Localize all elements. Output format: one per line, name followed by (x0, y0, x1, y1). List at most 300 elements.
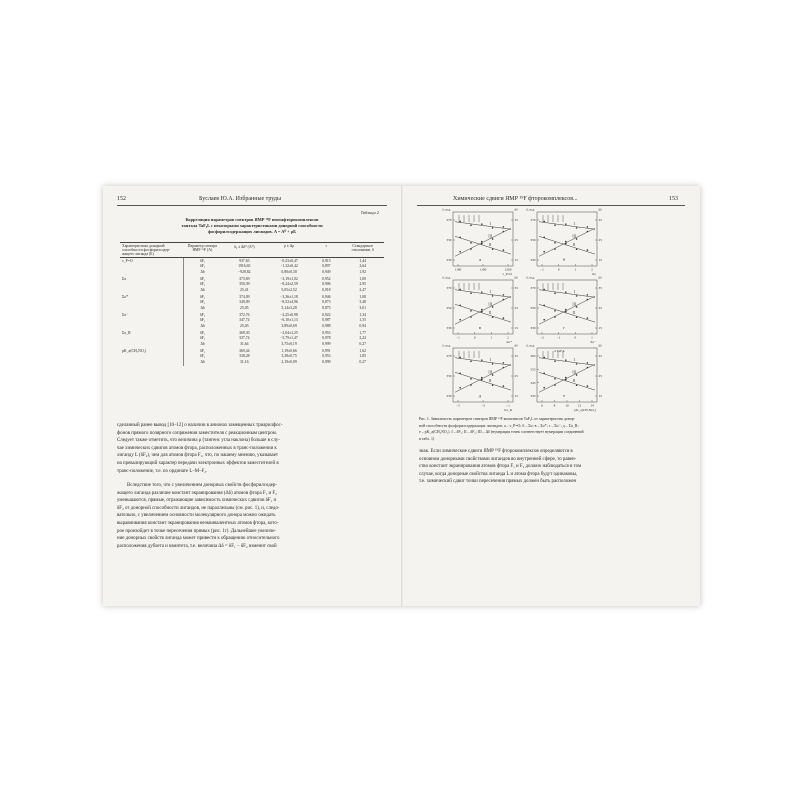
table-cell-rho: 5,05±2,52 (281, 288, 297, 292)
x-tick-label: 1200 (504, 267, 512, 272)
line-label: III (488, 370, 492, 375)
y-tick-label: 345 (530, 380, 536, 385)
table-cell-a0: 25,03 (240, 324, 249, 328)
right-page-number: 153 (669, 196, 678, 202)
x-tick-label: 1190 (479, 267, 487, 272)
data-point (503, 231, 505, 233)
table-cell-rho: −0,23±0,47 (280, 258, 298, 263)
table-cell-param: pK_a(CH₃NO₂) (122, 348, 147, 353)
table-cell-s: 1,08 (359, 294, 367, 299)
data-point (459, 251, 461, 253)
data-point (587, 362, 589, 364)
table-cell-param (120, 322, 183, 330)
table-cell-s: 3,01 (359, 306, 367, 310)
x-tick-label: 2 (507, 335, 509, 340)
data-point (576, 374, 578, 376)
left-paragraph-2-line: уменьшаются, прямые, отражающие зависимость химических сдвигов δF₁ и (117, 498, 277, 504)
dd-tick-label: 15 (514, 258, 518, 263)
data-point (459, 236, 461, 238)
regression-line-2 (539, 304, 595, 322)
dd-tick-label: 25 (598, 374, 602, 379)
left-paragraph-1 (117, 422, 387, 475)
table-cell-s: 2,95 (359, 281, 367, 286)
y-tick-label: 350 (530, 238, 536, 243)
data-point (576, 306, 578, 308)
table-cell-spec: Δδ (183, 268, 221, 276)
data-point (470, 360, 472, 362)
dd-tick-label: 15 (598, 326, 602, 331)
table-cell-param (120, 286, 183, 294)
data-point (503, 249, 505, 251)
y-tick-label: 370 (530, 218, 536, 223)
table-cell-param (120, 340, 183, 348)
panel-dd-axis-label: Δδ (598, 343, 602, 348)
data-point (470, 310, 472, 312)
table-cell-spec: Δδ (183, 340, 221, 348)
table-cell-a0: 350,39 (239, 281, 250, 286)
data-point (554, 310, 556, 312)
left-paragraph-1-line: транс-положение, т.е. по ординате L–M–F₂. (117, 468, 208, 474)
data-point (554, 292, 556, 294)
x-tick-label: −1 (456, 335, 460, 340)
data-point (470, 292, 472, 294)
table-cell-spec: δF₂ (183, 281, 221, 286)
panel-x-axis-label: Σσ* (506, 340, 512, 344)
y-tick-label: 350 (446, 306, 452, 311)
x-tick-label: −5 (456, 403, 460, 408)
data-point (492, 374, 494, 376)
dd-tick-label: 25 (598, 238, 602, 243)
table-cell-rho: 3,38±0,75 (281, 353, 297, 358)
panel-y-axis-label: δ, м.д. (526, 207, 535, 212)
table-cell-a0: 369,44 (239, 348, 250, 353)
line-label: I (489, 221, 491, 226)
x-tick-label: 1 (591, 335, 593, 340)
panel-y-axis-label: δ, м.д. (526, 343, 535, 348)
table-cell-spec: δF₁ (183, 348, 221, 353)
table-cell-spec: δF₁ (183, 258, 221, 264)
left-paragraph-2-line: жащего лиганда различие констант экранирования (Δδ) атомов фтора F₁ и F₂ (117, 490, 277, 496)
data-point (554, 384, 556, 386)
y-tick-label: 330 (530, 258, 536, 263)
data-point (554, 224, 556, 226)
dd-tick-label: 35 (598, 286, 602, 291)
data-point (470, 248, 472, 250)
dd-tick-label: 15 (598, 258, 602, 263)
data-point (470, 316, 472, 318)
x-tick-label: 1180 (454, 267, 462, 272)
table-cell-spec: δF₂ (183, 353, 221, 358)
x-tick-label: 2 (591, 267, 593, 272)
left-page-number: 152 (117, 196, 126, 202)
data-point (492, 363, 494, 365)
line-label: II (488, 242, 492, 247)
caption-line: ной способности фосфорилсодержащих лигандов: а – ν_P=O; б – Σσ; в – Σσ*; г – Σσ⁻; д – Σσ_R; (419, 423, 579, 428)
table-cell-r: 0,873 (322, 299, 331, 304)
panel-frame (537, 212, 597, 266)
left-paragraph-2-line: ние донорных свойств лиганда может привести к обращению относительного (117, 536, 280, 542)
left-paragraph-1-line: лиганду L (δF₂), чем для атомов фтора F₁, что, по нашему мнению, указывает (117, 453, 279, 459)
table-row (120, 286, 384, 294)
data-point (554, 378, 556, 380)
data-point (492, 316, 494, 318)
data-point (481, 309, 483, 311)
caption-line: в табл. 1) (419, 436, 435, 441)
data-point (543, 236, 545, 238)
panel-frame (453, 280, 513, 334)
regression-line-3 (455, 228, 511, 256)
data-point (492, 248, 494, 250)
table-row (120, 304, 384, 312)
data-point (543, 289, 545, 291)
line-label: II (488, 378, 492, 383)
left-paragraph-2-line: Вследствие того, что с увеличением донорных свойств фосфорилсодер- (127, 483, 277, 488)
table-title-line-3: фосфорилсодержащих лигандов. A = A⁰ + ρБ (207, 229, 297, 234)
table-header-cell: ρ ± Δρ (267, 243, 311, 258)
data-point (565, 291, 567, 293)
x-tick-label: −1 (506, 403, 510, 408)
table-cell-s: 1,00 (359, 276, 367, 281)
data-point (576, 238, 578, 240)
table-cell-spec: δF₂ (183, 317, 221, 322)
panel-id-label: в (479, 325, 481, 330)
table-cell-spec: δF₁ (183, 330, 221, 335)
regression-line-3 (539, 228, 595, 256)
left-header-rule (117, 205, 387, 206)
x-tick-label: 14 (590, 403, 594, 408)
data-point (470, 384, 472, 386)
regression-line-1 (539, 222, 595, 230)
data-point (554, 316, 556, 318)
line-label: I (489, 289, 491, 294)
panel-y-axis-label: δ, м.д. (442, 275, 451, 280)
data-point (492, 295, 494, 297)
table-cell-a0: 1916,65 (238, 263, 251, 268)
table-cell-rho: −2,25±0,98 (280, 312, 298, 317)
panel-y-axis-label: δ, м.д. (442, 207, 451, 212)
regression-line-2 (455, 372, 511, 390)
table-row (120, 268, 384, 276)
left-running-header: Буслаев Ю.А. Избранные труды (199, 196, 281, 202)
correlation-table (120, 242, 384, 366)
table-cell-param: Σσ (122, 276, 127, 281)
panel-x-axis-label: ν_P=O (502, 272, 512, 276)
y-tick-label: 370 (446, 354, 452, 359)
table-cell-spec: δF₂ (183, 335, 221, 340)
line-label: III (572, 234, 576, 239)
table-cell-s: 1,85 (359, 353, 367, 358)
x-tick-label: 6 (541, 403, 543, 408)
table-cell-rho: −8,24±2,59 (280, 281, 298, 286)
table-cell-r: 0,953 (322, 330, 331, 335)
table-cell-param (120, 304, 183, 312)
table-body (120, 258, 384, 367)
table-cell-s: 0,27 (359, 342, 367, 346)
panel-dd-axis-label: Δδ (598, 275, 602, 280)
table-cell-spec: δF₁ (183, 294, 221, 299)
regression-line-2 (455, 236, 511, 254)
regression-line-3 (539, 296, 595, 324)
table-header-cell: Характеристика донорной способности фосфорилсодержащего лиганда (Б) (120, 243, 183, 258)
book-spread (103, 186, 700, 606)
table-cell-rho: 5,14±3,28 (281, 306, 297, 310)
table-cell-a0: 369,30 (239, 330, 250, 335)
panel-dd-axis-label: Δδ (514, 207, 518, 212)
line-label: II (572, 310, 576, 315)
data-point (481, 241, 483, 243)
dd-tick-label: 35 (514, 354, 518, 359)
table-cell-rho: 1,19±0,66 (281, 348, 297, 353)
table-cell-a0: 337,74 (239, 335, 250, 340)
data-point (565, 309, 567, 311)
table-header-cell: Параметр спектра ЯМР ¹⁹F (A) (183, 243, 221, 258)
y-tick-label: 355 (530, 367, 536, 372)
figure-1 (439, 207, 602, 413)
table-cell-a0: 25,41 (240, 288, 249, 292)
table-row (120, 358, 384, 366)
table-cell-r: 0,991 (322, 348, 331, 353)
table-cell-s: 1,34 (359, 312, 367, 317)
data-point (543, 251, 545, 253)
left-paragraph-1-line: Следует также отметить, что величина ρ (тангенс угла наклона) больше в слу- (117, 438, 280, 444)
table-cell-rho: −8,52±4,96 (280, 299, 298, 304)
table-cell-rho: −5,79±1,47 (280, 335, 298, 340)
x-tick-label: 1 (574, 267, 577, 272)
x-tick-label: 1 (490, 335, 493, 340)
table-cell-s: 1,55 (359, 317, 367, 322)
line-label: I (489, 357, 491, 362)
y-tick-label: 365 (530, 354, 536, 359)
regression-line-2 (539, 372, 595, 390)
regression-line-3 (455, 296, 511, 324)
panel-frame (537, 280, 597, 334)
dd-tick-label: 35 (598, 218, 602, 223)
panel-x-axis-label: pK_a(CH₃NO₂) (574, 408, 596, 412)
y-tick-label: 350 (530, 306, 536, 311)
data-point (565, 359, 567, 361)
y-tick-label: 370 (530, 286, 536, 291)
line-label: I (573, 289, 575, 294)
data-point (543, 387, 545, 389)
data-point (543, 319, 545, 321)
x-tick-label: 12 (577, 403, 582, 408)
regression-line-1 (539, 358, 595, 366)
data-point (587, 226, 589, 228)
table-cell-r: 0,875 (322, 306, 331, 310)
table-cell-a0: 937,63 (239, 258, 250, 263)
table-cell-param (120, 358, 183, 366)
data-point (459, 319, 461, 321)
dd-tick-label: 25 (514, 374, 518, 379)
table-cell-spec: δF₁ (183, 312, 221, 317)
table-cell-param: Σσ⁻ (122, 313, 129, 317)
left-page (103, 186, 401, 606)
table-cell-spec: Δδ (183, 358, 221, 366)
dd-tick-label: 25 (514, 238, 518, 243)
data-point (492, 384, 494, 386)
data-point (470, 224, 472, 226)
data-point (503, 226, 505, 228)
dd-tick-label: 25 (514, 306, 518, 311)
table-cell-r: 0,978 (322, 335, 331, 340)
table-cell-s: 2,47 (359, 288, 367, 292)
y-tick-label: 330 (530, 326, 536, 331)
table-cell-a0: 25,05 (240, 306, 249, 310)
table-cell-rho: −3,19±1,02 (280, 276, 298, 281)
dd-tick-label: 35 (514, 218, 518, 223)
regression-line-2 (539, 236, 595, 254)
table-cell-spec: Δδ (183, 304, 221, 312)
line-label: II (572, 242, 576, 247)
data-point (587, 317, 589, 319)
table-cell-a0: 31,64 (240, 342, 249, 346)
data-point (565, 223, 567, 225)
line-label: I (573, 221, 575, 226)
table-cell-rho: −1,32±0,42 (280, 263, 298, 268)
panel-id-label: г (563, 325, 565, 330)
table-cell-param: Σσ_R (122, 330, 131, 335)
panel-dd-axis-label: Δδ (514, 275, 518, 280)
table-cell-r: 0,906 (322, 281, 331, 286)
panel-x-axis-label: Σσ (592, 272, 596, 276)
right-paragraph-line: ство констант экранирования атомов фтора F₁ и F₂ должно наблюдаться в том (419, 464, 582, 470)
left-paragraph-1-line: чае химических сдвигов атомов фтора, расположенных в транс-положении к (117, 445, 277, 451)
table-cell-spec: δF₁ (183, 276, 221, 281)
data-point (503, 367, 505, 369)
line-label: III (572, 302, 576, 307)
y-tick-label: 330 (446, 258, 452, 263)
dd-tick-label: 25 (598, 306, 602, 311)
table-cell-rho: 2,19±0,09 (281, 360, 297, 364)
data-point (565, 377, 567, 379)
table-cell-s: 1,77 (359, 330, 367, 335)
data-point (543, 304, 545, 306)
data-point (576, 248, 578, 250)
table-cell-a0: 372,76 (239, 312, 250, 317)
right-paragraph-line: т.е. химический сдвиг точки пересечения прямых должен быть расположен (419, 479, 577, 485)
table-cell-s: 2,22 (359, 335, 367, 340)
data-point (587, 249, 589, 251)
x-tick-label: 0 (557, 267, 560, 272)
data-point (554, 360, 556, 362)
panel-y-axis-label: δ, м.д. (526, 275, 535, 280)
data-point (459, 357, 461, 359)
table-cell-r: 0,949 (322, 270, 331, 274)
y-tick-label: 370 (446, 286, 452, 291)
panel-id-label: б (562, 257, 566, 262)
panel-x-axis-label: Σσ_R (504, 408, 512, 412)
data-point (481, 291, 483, 293)
table-cell-rho: 3,75±0,19 (281, 342, 297, 346)
right-header-rule (417, 205, 685, 206)
data-point (543, 221, 545, 223)
data-point (481, 377, 483, 379)
data-point (543, 357, 545, 359)
data-point (587, 299, 589, 301)
data-point (554, 248, 556, 250)
caption-line: Рис. 1. Зависимость параметров спектров ЯМР ¹⁹F комплексов TaF₅L от характеристик донор- (419, 417, 576, 421)
table-cell-s: 0,27 (359, 360, 367, 364)
table-cell-a0: 349,09 (239, 299, 250, 304)
line-label: III (488, 302, 492, 307)
table-cell-spec: Δδ (183, 286, 221, 294)
regression-line-2 (455, 304, 511, 322)
x-tick-label: −2 (540, 335, 544, 340)
table-cell-spec: δF₂ (183, 263, 221, 268)
data-point (470, 242, 472, 244)
table-row (120, 340, 384, 348)
table-title-line-1: Корреляция параметров спектров ЯМР ¹⁹F пентафторокомплексов (185, 217, 319, 222)
table-cell-r: 0,922 (322, 312, 331, 317)
table-cell-r: 0,987 (322, 317, 331, 322)
dd-tick-label: 35 (514, 286, 518, 291)
left-paragraph-2-line: расположения дублета и квинтета, т.е. величина Δδ = δF₁ − δF₂ изменит свой (117, 543, 277, 549)
table-cell-rho: 3,89±0,69 (281, 324, 297, 328)
data-point (576, 363, 578, 365)
left-paragraph-2-line: рое произойдет в точке пересечения прямых (рис. 1г). Дальнейшее увеличе- (117, 528, 276, 534)
data-point (565, 241, 567, 243)
y-tick-label: 330 (446, 326, 452, 331)
data-point (587, 385, 589, 387)
table-cell-s: 1,44 (359, 258, 367, 263)
left-paragraph-1-line: на превалирующий характер передачи электронных эффектов заместителей в (117, 460, 279, 466)
table-cell-rho: −6,10±1,13 (280, 317, 298, 322)
table-cell-a0: 31,16 (240, 360, 249, 364)
right-paragraph-line: знак. Если химические сдвиги ЯМР ¹⁹F фторокомплексов определяются в (419, 449, 573, 454)
x-tick-label: −1 (540, 267, 544, 272)
data-point (576, 384, 578, 386)
data-point (587, 231, 589, 233)
panel-id-label: а (479, 257, 481, 262)
data-point (481, 359, 483, 361)
left-paragraph-1-line: сделанный ранее вывод [10–12] о наличии в анионах замещенных триарилфос- (117, 423, 283, 428)
y-tick-label: 330 (446, 394, 452, 399)
left-paragraph-2 (117, 482, 387, 550)
data-point (503, 317, 505, 319)
data-point (587, 294, 589, 296)
left-paragraph-2-line: выравнивания констант экранирования неэквивалентных атомов фтора, кото- (117, 520, 279, 526)
y-tick-label: 370 (446, 218, 452, 223)
panel-title: δ TaF₅L (554, 348, 566, 353)
table-row (120, 322, 384, 330)
regression-line-3 (539, 364, 595, 392)
panel-dd-axis-label: Δδ (598, 207, 602, 212)
table-cell-rho: 0,80±0,30 (281, 270, 297, 274)
table-cell-a0: 338,28 (239, 353, 250, 358)
left-paragraph-2-line: вательно, с увеличением основности молекулярного донора можно ожидать (117, 513, 276, 519)
right-page (403, 186, 700, 606)
x-tick-label: 8 (553, 403, 556, 408)
regression-line-3 (455, 364, 511, 392)
regression-line-1 (455, 290, 511, 298)
data-point (459, 372, 461, 374)
table-header-row (120, 243, 384, 258)
right-paragraph (419, 448, 685, 486)
data-point (503, 362, 505, 364)
x-tick-label: 0 (574, 335, 577, 340)
table-cell-a0: −928,82 (237, 270, 251, 274)
data-point (587, 367, 589, 369)
panel-frame (537, 348, 597, 402)
table-cell-r: 0,946 (322, 294, 331, 299)
panel-id-label: е (563, 393, 565, 398)
table-cell-param (120, 268, 183, 276)
y-tick-label: 350 (446, 238, 452, 243)
right-paragraph-line: основном донорными свойствами лигандов во внутренней сфере, то равен- (419, 456, 577, 462)
table-cell-r: 0,952 (322, 276, 331, 281)
x-tick-label: −3 (481, 403, 485, 408)
table-cell-s: 3,48 (359, 299, 367, 304)
